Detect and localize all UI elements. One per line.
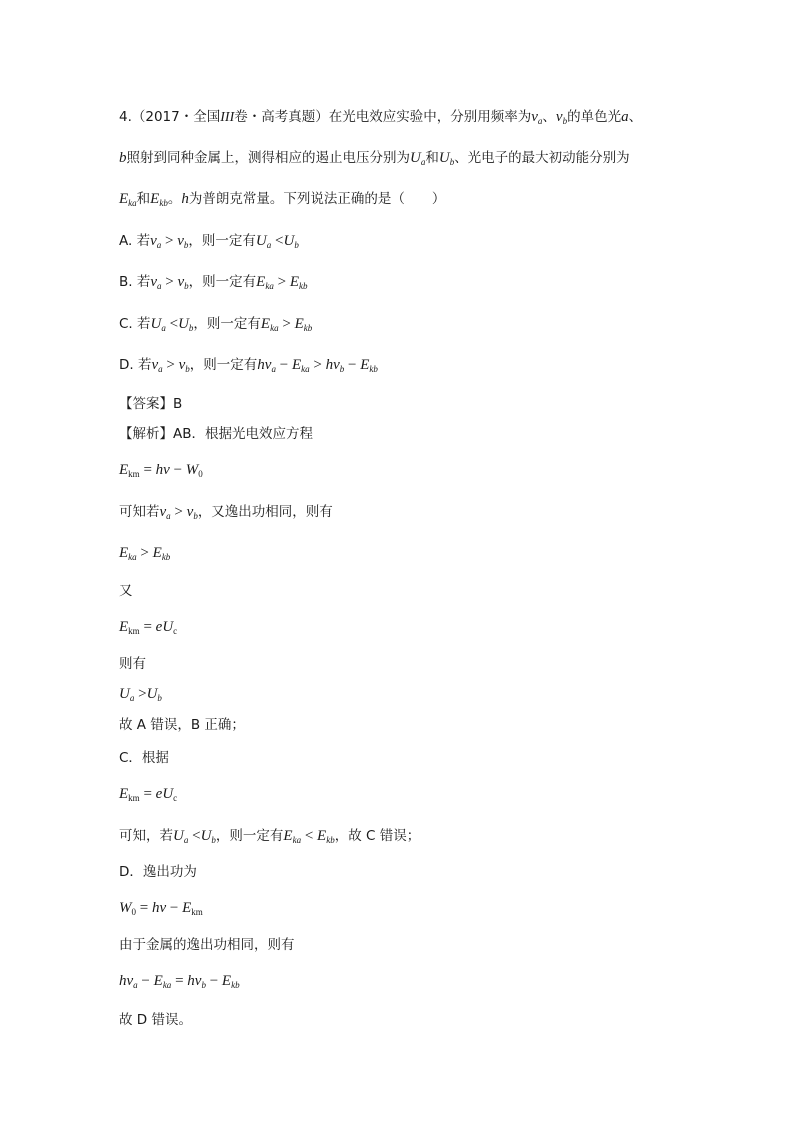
option-b-label: B. 若	[119, 274, 151, 290]
question-text: 的单色光	[567, 109, 622, 125]
analysis-c-know: 可知，若$U_a <U_b$，则一定有$E_{ka} < E_{kb}$，故 C 错误；	[119, 828, 421, 845]
equation-u-compare: $U_a >U_b$	[119, 686, 162, 703]
var-b: b	[119, 150, 127, 166]
question-text: 、光电子的最大初动能分别为	[454, 150, 630, 166]
equation-ekm-eu-2: $E_{km} = eU_c$	[119, 786, 178, 803]
question-text: 和	[425, 150, 439, 166]
question-text: 卷・高考真题）在光电效应实验中，分别用频率为	[234, 109, 532, 125]
option-b: B. 若$\nu_a > \nu_b$，则一定有$E_{ka} > E_{kb}$	[119, 274, 308, 291]
analysis-line-know: 可知若$\nu_a > \nu_b$，又逸出功相同，则有	[119, 504, 333, 521]
option-a-label: A. 若	[119, 233, 151, 249]
separator: 、	[628, 109, 643, 125]
analysis-conclusion-ab: 故 A 错误，B 正确；	[119, 717, 245, 733]
option-d-label: D. 若	[119, 357, 152, 373]
question-source-prefix: 4.（2017・全国	[119, 109, 221, 125]
analysis-d-text: 由于金属的逸出功相同，则有	[119, 937, 295, 953]
analysis-c-head: C．根据	[119, 750, 169, 766]
analysis-title: 【解析】AB．根据光电效应方程	[119, 426, 313, 442]
analysis-text: ，又逸出功相同，则有	[197, 504, 333, 520]
analysis-again: 又	[119, 583, 133, 599]
option-c-label: C. 若	[119, 316, 151, 332]
separator: 、	[542, 109, 556, 125]
equation-d-equal: $h\nu_a - E_{ka} = h\nu_b - E_{kb}$	[119, 973, 240, 990]
option-text: ，则一定有	[188, 233, 256, 249]
question-line-3: $E_{ka}$和$E_{kb}$。h为普朗克常量。下列说法正确的是（ ）	[119, 191, 446, 208]
question-source-numeral: III	[220, 110, 235, 125]
equation-ekm-eu: $E_{km} = eU_c$	[119, 619, 178, 636]
analysis-text: 可知若	[119, 504, 160, 520]
analysis-d-conclusion: 故 D 错误。	[119, 1012, 192, 1028]
question-text: 为普朗克常量。下列说法正确的是（ ）	[188, 191, 446, 207]
option-text: ，则一定有	[188, 274, 257, 290]
question-text: 照射到同种金属上，测得相应的遏止电压分别为	[126, 150, 410, 166]
equation-work-function: $W_0 = h\nu - E_{km}$	[119, 900, 203, 917]
analysis-d-head: D．逸出功为	[119, 864, 197, 880]
var-a: a	[621, 109, 629, 125]
var-h: h	[181, 191, 189, 207]
equation-photoelectric: $E_{km} = h\nu - W_0$	[119, 462, 203, 479]
answer-line: 【答案】B	[119, 396, 183, 412]
option-text: ，则一定有	[193, 316, 261, 332]
question-line-2: b照射到同种金属上，测得相应的遏止电压分别为$U_a$和$U_b$、光电子的最大初动能分别为	[119, 150, 630, 167]
question-text: 。	[167, 191, 182, 207]
analysis-then: 则有	[119, 656, 146, 672]
analysis-text: ，故 C 错误；	[334, 828, 421, 844]
option-d: D. 若$\nu_a > \nu_b$，则一定有$h\nu_a - E_{ka} > h\nu_b - E_{kb}$	[119, 357, 378, 374]
question-text: 和	[136, 191, 151, 207]
analysis-text: ，则一定有	[215, 828, 284, 844]
option-c: C. 若$U_a <U_b$，则一定有$E_{ka} > E_{kb}$	[119, 316, 313, 333]
option-text: ，则一定有	[189, 357, 258, 373]
analysis-text: 可知，若	[119, 828, 173, 844]
option-a: A. 若$\nu_a > \nu_b$，则一定有$U_a <U_b$	[119, 233, 299, 250]
question-line-1: 4.（2017・全国III卷・高考真题）在光电效应实验中，分别用频率为$\nu_a$、$\nu_b$的单色光a、	[119, 109, 643, 126]
equation-ek-compare: $E_{ka} > E_{kb}$	[119, 545, 171, 562]
